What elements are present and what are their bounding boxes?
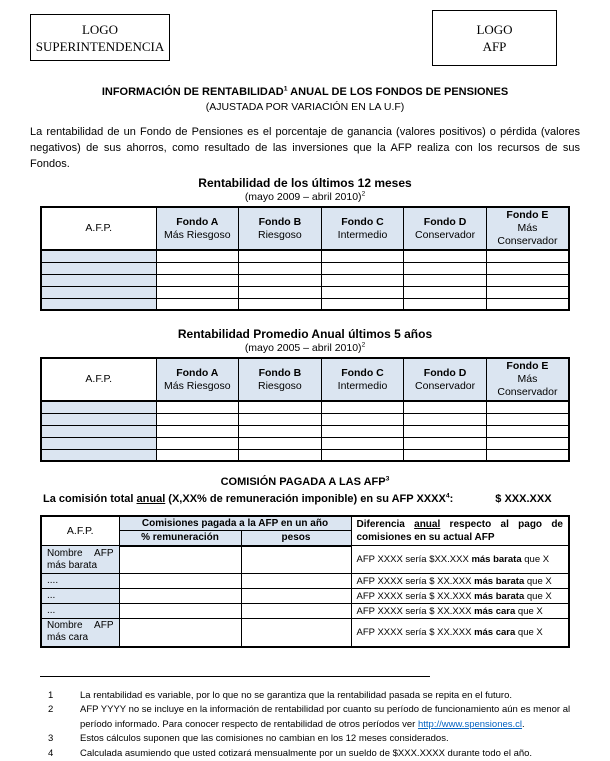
logo-right-line2: AFP: [483, 38, 507, 55]
commission-table: [40, 515, 570, 648]
column-header-pesos: pesos: [241, 531, 351, 546]
difference-cell: AFP XXXX sería $ XX.XXX más barata que X: [351, 574, 569, 589]
commission-amount: $ XXX.XXX: [495, 493, 551, 505]
footnote-ref-1: 1: [284, 85, 288, 92]
column-header-fund-e: Fondo E Más Conservador: [486, 207, 569, 250]
column-header-afp: A.F.P.: [41, 207, 156, 250]
column-header-commissions-group: Comisiones pagada a la AFP en un año: [119, 516, 351, 531]
afp-logo-placeholder: [432, 10, 557, 66]
difference-cell: AFP XXXX sería $ XX.XXX más barata que X: [351, 589, 569, 604]
superintendencia-logo-placeholder: [30, 14, 170, 61]
spensiones-link[interactable]: http://www.spensiones.cl: [418, 719, 522, 730]
footnote-ref-3: 3: [386, 475, 390, 482]
footnote-1: 1 La rentabilidad es variable, por lo que no se garantiza que la rentabilidad pasada se repita en el futuro.: [48, 689, 576, 704]
column-header-percent-remuneration: % remuneración: [119, 531, 241, 546]
logo-left-line1: LOGO: [82, 21, 118, 38]
table-row: [41, 274, 569, 286]
column-header-fund-b: Fondo B Riesgoso: [239, 207, 322, 250]
column-header-difference: Diferencia anual respecto al pago de comisiones en su actual AFP: [351, 516, 569, 546]
table-header-row: [41, 207, 569, 250]
afp-name-cell: ...: [41, 604, 119, 619]
afp-name-cell: ....: [41, 574, 119, 589]
logo-right-line1: LOGO: [476, 21, 512, 38]
column-header-fund-d: Fondo D Conservador: [404, 358, 487, 401]
column-header-fund-d: Fondo D Conservador: [404, 207, 487, 250]
rentability-12m-table: [40, 206, 570, 311]
footnote-ref-2: 2: [362, 342, 366, 349]
commission-row: [41, 604, 569, 619]
table-header-row: [41, 358, 569, 401]
difference-cell: AFP XXXX sería $XX.XXX más barata que X: [351, 546, 569, 574]
column-header-fund-e: Fondo E Más Conservador: [486, 358, 569, 401]
page-subtitle: (AJUSTADA POR VARIACIÓN EN LA U.F): [0, 101, 610, 113]
column-header-fund-c: Fondo C Intermedio: [321, 207, 404, 250]
afp-name-cell: ...: [41, 589, 119, 604]
commission-row-cheapest: [41, 546, 569, 574]
intro-paragraph: La rentabilidad de un Fondo de Pensiones es el porcentaje de ganancia (valores positivos) o pérdida (valores negativos) de sus ahorros, como resultado de las inversiones que la AFP realiza con los recursos de sus Fondos.: [30, 124, 580, 172]
column-header-fund-b: Fondo B Riesgoso: [239, 358, 322, 401]
table-row: [41, 286, 569, 298]
column-header-fund-a: Fondo A Más Riesgoso: [156, 207, 239, 250]
column-header-afp: A.F.P.: [41, 358, 156, 401]
section-period-12m: (mayo 2009 – abril 2010)$^2$: [0, 191, 610, 203]
table-row: [41, 449, 569, 461]
commission-row: [41, 589, 569, 604]
logo-header-row: [0, 0, 610, 66]
afp-name-cell: Nombre AFP más barata: [41, 546, 119, 574]
difference-cell: AFP XXXX sería $ XX.XXX más cara que X: [351, 604, 569, 619]
section-period-5y: (mayo 2005 – abril 2010)$^2$: [0, 342, 610, 354]
table-row: [41, 425, 569, 437]
column-header-fund-a: Fondo A Más Riesgoso: [156, 358, 239, 401]
section-heading-12m: Rentabilidad de los últimos 12 meses: [0, 176, 610, 190]
section-heading-5y: Rentabilidad Promedio Anual últimos 5 años: [0, 327, 610, 341]
footnote-3: 3 Estos cálculos suponen que las comisiones no cambian en los 12 meses considerados.: [48, 732, 576, 747]
footnote-separator: [40, 676, 430, 677]
footnote-ref-4: 4: [446, 492, 450, 499]
table-row: [41, 413, 569, 425]
footnote-4: 4 Calculada asumiendo que usted cotizará mensualmente por un sueldo de $XXX.XXXX durante todo el año.: [48, 747, 576, 761]
table-row: [41, 437, 569, 449]
table-row: [41, 298, 569, 310]
afp-name-cell: Nombre AFP más cara: [41, 619, 119, 647]
page-title: INFORMACIÓN DE RENTABILIDAD$^1$ ANUAL DE LOS FONDOS DE PENSIONES: [0, 86, 610, 98]
footnote-ref-2: 2: [362, 191, 366, 198]
table-row: [41, 250, 569, 262]
difference-cell: AFP XXXX sería $ XX.XXX más cara que X: [351, 619, 569, 647]
footnotes: [48, 689, 576, 761]
logo-left-line2: SUPERINTENDENCIA: [36, 38, 165, 55]
table-row: [41, 262, 569, 274]
rentability-5y-table: [40, 357, 570, 462]
commission-row: [41, 574, 569, 589]
commission-total-line: La comisión total anual (X,XX% de remuneración imponible) en su AFP XXXX$^4$: $ XXX.XXX: [43, 493, 580, 505]
column-header-afp: A.F.P.: [41, 516, 119, 546]
footnote-2: 2 AFP YYYY no se incluye en la información de rentabilidad por cuanto su período de funcionamiento aún es menor al período informado. Para conocer respecto de rentabilidad de otros períodos ver http://www.spensiones.cl.: [48, 703, 576, 732]
table-row: [41, 401, 569, 413]
commission-header-row-1: [41, 516, 569, 531]
column-header-fund-c: Fondo C Intermedio: [321, 358, 404, 401]
commission-row-most-expensive: [41, 619, 569, 647]
commission-section-heading: COMISIÓN PAGADA A LAS AFP$^3$: [0, 476, 610, 488]
